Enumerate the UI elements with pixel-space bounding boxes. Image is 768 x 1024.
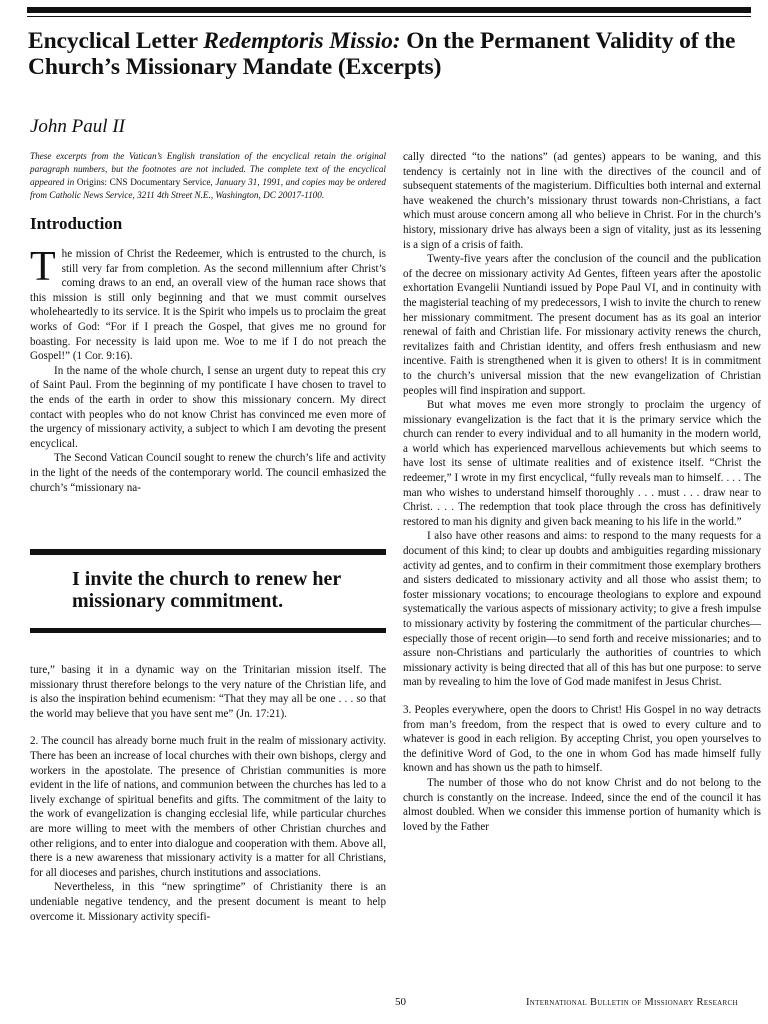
editor-note: These excerpts from the Vatican’s English translation of the encyclical retain the original paragraph numbers, but the footnotes are not included. The complete text of the encyclical appeared in Origins: CNS Documentary Service, January 31, 1991, and copies may be ordered from Catholic News Service, 3211 4th Street N.E., Washington, DC 20017-1100. (30, 151, 386, 200)
paragraph: But what moves me even more strongly to proclaim the urgency of missionary evangelization is the fact that it is the primary service which the church can render to every individual and to all humanity in the modern world, a world which has experienced marvellous achievements but which seems to have lost its sense of ultimate realities and of existence itself. “Christ the redeemer,” I wrote in my first encyclical, “fully reveals man to himself. . . . The man who wishes to understand himself thoroughly . . . must . . . draw near to Christ. . . . The redemption that took place through the cross has definitively restored to man his dignity and given back meaning to his life in the world.” (403, 399, 761, 528)
paragraph: In the name of the whole church, I sense an urgent duty to repeat this cry of Saint Paul. From the beginning of my pontificate I have chosen to travel to the ends of the earth in order to show this missionary concern. My direct contact with peoples who do not know Christ has convinced me even more of the urgency of missionary activity, a subject to which I am devoting the present encyclical. (30, 364, 386, 450)
top-rule-thin (27, 16, 751, 17)
paragraph: cally directed “to the nations” (ad gentes) appears to be waning, and this tendency is certainly not in line with the directives of the council and of subsequent statements of the magisterium. Difficulties both internal and external have weakened the church’s missionary thrust towards non-Christians, a fact which must arouse concern among all who believe in Christ. For in the church’s history, missionary drive has always been a sign of vitality, just as its lessening is a sign of a crisis of faith. (403, 151, 761, 251)
paragraph: The Second Vatican Council sought to renew the church’s life and activity in the light of the needs of the contemporary world. The council emhasized the church’s “missionary na- (30, 452, 386, 494)
pull-quote: I invite the church to renew her missionary commitment. (72, 568, 341, 612)
paragraph: 2. The council has already borne much fruit in the realm of missionary activity. There has been an increase of local churches with their own bishops, clergy and workers in the apostolate. The presence of Christian communities is more evident in the life of nations, and communion between the churches has led to a lively exchange of spiritual benefits and gifts. The commitment of the laity to the work of evangelization is changing ecclesial life, while particular churches are more willing to meet with the members of other Christian churches and other religions, and to enter into dialogue and cooperation with them. Above all, there is a new awareness that missionary activity is a matter for all Christians, for all dioceses and parishes, church institutions and associations. (30, 735, 386, 879)
pull-quote-box (30, 549, 386, 633)
author-name: John Paul II (30, 116, 125, 137)
left-column (30, 150, 386, 495)
pull-quote-rule-bottom (30, 628, 386, 633)
drop-cap: T (30, 244, 56, 290)
journal-name: International Bulletin of Missionary Research (526, 997, 738, 1008)
paragraph: The number of those who do not know Christ and do not belong to the church is constantly on the increase. Indeed, since the end of the council it has almost doubled. When we consider this immense portion of humanity which is loved by the Father (403, 776, 761, 833)
paragraph: I also have other reasons and aims: to respond to the many requests for a document of this kind; to clear up doubts and ambiguities regarding missionary activity ad gentes, and to confirm in their commitment those exemplary brothers and sisters dedicated to missionary activity and all those who assist them; to foster missionary vocations; to encourage theologians to explore and expound systematically the various aspects of missionary activity; to give a fresh impulse to missionary activity by fostering the commitment of the particular churches—especially those of recent origin—to send forth and receive missionaries; and to assure non-Christians and particularly the authorities of countries to which missionary activity is being directed that all of this has but one purpose: to serve man by revealing to him the love of God made manifest in Jesus Christ. (403, 530, 761, 689)
paragraph: Twenty-five years after the conclusion of the council and the publication of the decree on missionary activity Ad Gentes, fifteen years after the apostolic exhortation Evangelii Nuntiandi issued by Pope Paul VI, and in continuity with the magisterial teaching of my predecessors, I wish to invite the church to renew her missionary commitment. The present document has as its goal an interior renewal of faith and Christian life. For missionary activity renews the church, revitalizes faith and Christian identity, and offers fresh enthusiasm and new incentive. Faith is strengthened when it is given to others! It is in commitment to the church’s universal mission that the new evangelization of Christian peoples will find inspiration and support. (403, 253, 761, 397)
page-number: 50 (395, 996, 406, 1008)
left-column-lower (30, 663, 386, 924)
right-column (403, 150, 761, 834)
section-heading: Introduction (30, 214, 123, 233)
article-title: Encyclical Letter Redemptoris Missio: On the Permanent Validity of the Church’s Missionary Mandate (Excerpts) (28, 28, 736, 80)
paragraph: The mission of Christ the Redeemer, which is entrusted to the church, is still very far from completion. As the second millennium after Christ’s coming draws to an end, an overall view of the human race shows that this mission is still only beginning and that we must commit ourselves wholeheartedly to its service. It is the Spirit who impels us to proclaim the great works of God: “For if I preach the Gospel, that gives me no ground for boasting. For necessity is laid upon me. Woe to me if I do not preach the Gospel!” (1 Cor. 9:16). (30, 244, 386, 363)
paragraph: Nevertheless, in this “new springtime” of Christianity there is an undeniable negative tendency, and the present document is meant to help overcome it. Missionary activity specifi- (30, 881, 386, 923)
top-rule (27, 7, 751, 13)
paragraph: 3. Peoples everywhere, open the doors to Christ! His Gospel in no way detracts from man’s freedom, from the respect that is owed to every culture and to whatever is good in each religion. By accepting Christ, you open yourselves to the definitive Word of God, to the one in whom God has made himself fully known and has shown us the path to himself. (403, 703, 761, 775)
paragraph: ture,” basing it in a dynamic way on the Trinitarian mission itself. The missionary thrust therefore belongs to the very nature of the Christian life, and is also the inspiration behind ecumenism: “That they may all be one . . . so that the world may believe that you have sent me” (Jn. 17:21). (30, 664, 386, 720)
